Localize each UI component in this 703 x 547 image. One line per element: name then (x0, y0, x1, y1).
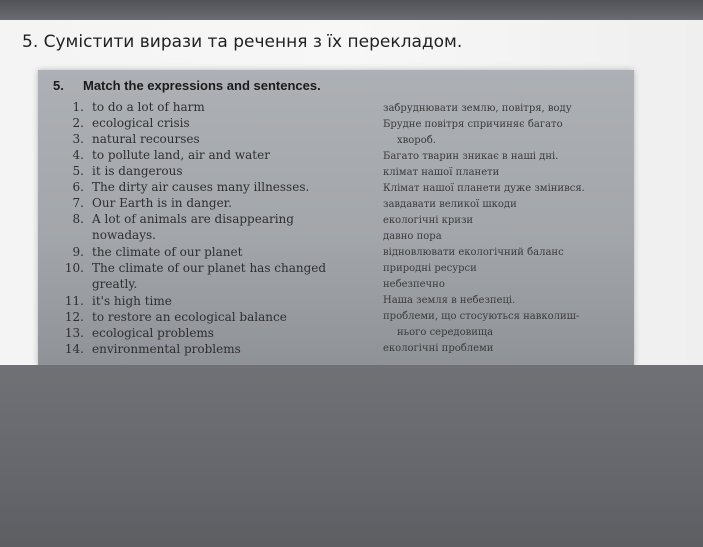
expression-item-4: 4. to pollute land, air and water (72, 148, 270, 162)
translation-item-12: Наша земля в небезпеці. (383, 295, 516, 306)
expression-item-1: 1. to do a lot of harm (72, 100, 205, 114)
expression-item-8: 8. A lot of animals are disappearing (72, 212, 294, 226)
translation-item-8: давно пора (383, 231, 442, 242)
expression-item-6: 6. The dirty air causes many illnesses. (72, 180, 310, 194)
exercise-title-text: Match the expressions and sentences. (83, 78, 321, 93)
expression-item-8-continued: nowadays. (92, 228, 156, 242)
expression-item-2: 2. ecological crisis (72, 116, 190, 130)
task-heading: 5. Сумістити вирази та речення з їх перекладом. (22, 32, 463, 52)
translation-item-1: забруднювати землю, повітря, воду (383, 103, 572, 114)
translation-item-3: Багато тварин зникає в наші дні. (383, 151, 559, 162)
expression-item-14: 14. environmental problems (64, 342, 241, 356)
top-dark-strip (0, 0, 703, 20)
bottom-surface (0, 365, 703, 547)
translation-item-7: екологічні кризи (383, 215, 474, 226)
translation-item-6: завдавати великої шкоди (383, 199, 517, 210)
translation-item-10: природні ресурси (383, 263, 477, 274)
expression-item-10: 10. The climate of our planet has changed (64, 261, 327, 275)
translation-item-5: Клімат нашої планети дуже змінився. (383, 183, 585, 194)
expression-item-11: 11. it's high time (64, 294, 172, 308)
expression-item-7: 7. Our Earth is in danger. (72, 196, 232, 210)
expression-item-13: 13. ecological problems (64, 326, 214, 340)
exercise-number: 5. (53, 78, 64, 93)
translation-item-2: Брудне повітря спричиняє багато (383, 119, 563, 130)
translation-item-2-continued: хвороб. (397, 135, 436, 146)
translation-item-13-continued: нього середовища (397, 327, 494, 338)
expression-item-10-continued: greatly. (92, 277, 138, 291)
translation-item-13: проблеми, що стосуються навколиш- (383, 311, 580, 322)
expression-item-12: 12. to restore an ecological balance (64, 310, 287, 324)
translation-item-11: небезпечно (383, 279, 445, 290)
exercise-title (53, 78, 321, 93)
expression-item-3: 3. natural recourses (72, 132, 200, 146)
translation-item-14: екологічні проблеми (383, 343, 494, 354)
translation-item-4: клімат нашої планети (383, 167, 500, 178)
expression-item-5: 5. it is dangerous (72, 164, 183, 178)
expression-item-9: 9. the climate of our planet (72, 245, 243, 259)
translation-item-9: відновлювати екологічний баланс (383, 247, 564, 258)
